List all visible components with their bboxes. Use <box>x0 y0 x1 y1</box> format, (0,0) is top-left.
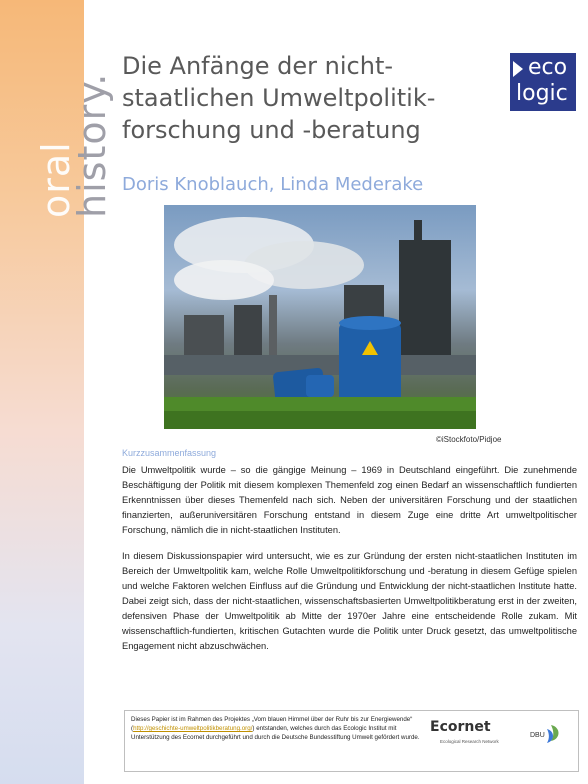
project-link[interactable]: http://geschichte-umweltpolitikberatung.org/ <box>133 725 253 732</box>
ecornet-logo: Ecornet <box>430 719 491 735</box>
sidebar-oral-history <box>34 72 114 218</box>
logo-logic-text: logic <box>516 81 568 106</box>
authors: Doris Knoblauch, Linda Mederake <box>122 174 424 195</box>
page-title: Die Anfänge der nicht-staatlichen Umweltpolitik-forschung und -beratung <box>122 52 436 144</box>
summary-label: Kurzzusammenfassung <box>122 448 217 458</box>
ecologic-logo <box>510 53 576 111</box>
dbu-logo-text: DBU <box>530 732 545 739</box>
summary-body <box>122 463 577 665</box>
ecornet-subtitle: Ecological Research Network <box>440 739 499 744</box>
footer-note <box>131 715 421 742</box>
summary-paragraph-2: In diesem Diskussionspapier wird untersucht, wie es zur Gründung der ersten nicht-staatlichen Instituten im Bereich der Umweltpolitik kam, welche Rolle Umweltpolitikforschung und -beratung in diesem Gefüge spielen und welche Faktoren welchen Einfluss auf die Gründung und Entwicklung der nicht-staatlichen Institute hatte. Dabei zeigt sich, dass der nicht-staatlichen, wissenschaftsbasierten Umweltpolitikberatung erst in der zweiten, defensiven Phase der Umweltpolitik ab Mitte der 1970er Jahre eine entscheidende Rolle zukam. Mit wissenschaftlich-fundierten, kritischen Gutachten wurde die Politik unter Druck gesetzt, das umweltpolitische Engagement nicht abzuschwächen. <box>122 551 577 651</box>
footer-text-after: ) entstanden, welches durch das Ecologic Institut mit Unterstützung des Ecornet durchgeführt und durch die Deutsche Bundesstiftung Umwelt gefördert wurde. <box>131 725 420 741</box>
summary-paragraph-1: Die Umweltpolitik wurde – so die gängige Meinung – 1969 in Deutschland eingeführt. Die zunehmende Beschäftigung der Politik mit diesem komplexen Themenfeld zog einen Bedarf an wissenschaftlich fundierten Erkenntnissen über dieses Themenfeld nach sich. Neben der universitären Forschung und der staatlichen finanzierten, außeruniversitären Forschung entstand in diesem Zuge eine dritte Art umweltpolitischer Forschung, nämlich die in nicht-staatlichen Instituten. <box>122 465 577 535</box>
logo-eco-text: eco <box>528 55 568 80</box>
sidebar-line-history: history. <box>70 72 114 218</box>
footer-box <box>124 710 579 772</box>
logo-triangle-icon <box>513 61 523 77</box>
sidebar-line-oral: oral <box>34 141 78 218</box>
cover-photo <box>164 205 476 429</box>
industrial-scene-image <box>164 205 476 429</box>
footer-text-before: Dieses Papier ist im Rahmen des Projektes „Vom blauen Himmel über der Ruhr bis zur Energiewende“ ( <box>131 716 413 732</box>
photo-credit: ©iStockfoto/Pidjoe <box>436 435 502 444</box>
